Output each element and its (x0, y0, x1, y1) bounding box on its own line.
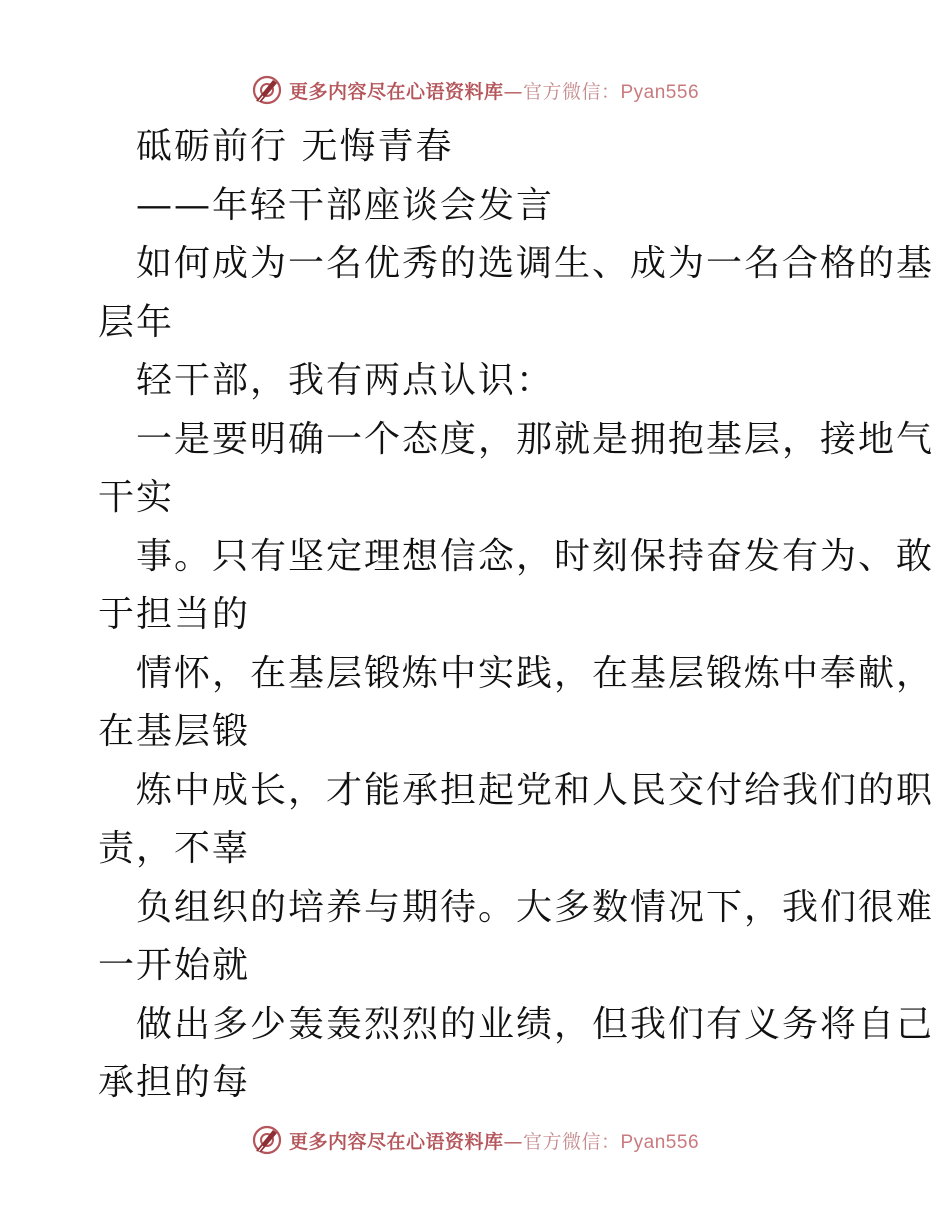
watermark-footer (0, 1120, 950, 1160)
watermark-suffix: 官方微信： (522, 1130, 621, 1153)
text-line: 事。只有坚定理想信念，时刻保持奋发有为、敢 (136, 535, 935, 577)
watermark-brand: 更多内容尽在心语资料库 (288, 1130, 504, 1153)
quill-logo-icon (251, 1124, 283, 1156)
watermark-suffix: 官方微信： (522, 80, 621, 103)
watermark-separator: — (503, 80, 523, 103)
text-line: ——年轻干部座谈会发言 (136, 184, 555, 226)
text-line: 一是要明确一个态度，那就是拥抱基层，接地气 (136, 418, 935, 460)
text-line: 于担当的 (98, 594, 251, 635)
watermark-brand: 更多内容尽在心语资料库 (288, 80, 504, 103)
watermark-separator: — (503, 1130, 523, 1153)
text-line: 砥砺前行 无悔青春 (136, 126, 454, 167)
text-line: 如何成为一名优秀的选调生、成为一名合格的基 (136, 243, 935, 284)
text-line: 轻干部，我有两点认识： (136, 360, 555, 401)
text-line: 做出多少轰轰烈烈的业绩，但我们有义务将自己 (136, 1003, 935, 1045)
text-line: 层年 (98, 301, 175, 343)
text-line: 情怀，在基层锻炼中实践，在基层锻炼中奉献， (136, 652, 935, 694)
text-line: 一开始就 (98, 945, 251, 986)
quill-logo-icon (251, 74, 283, 106)
document-body (98, 118, 935, 1113)
text-line: 炼中成长，才能承担起党和人民交付给我们的职 (136, 769, 935, 811)
text-line: 干实 (98, 477, 175, 518)
watermark-header (0, 70, 950, 110)
text-line: 责，不辜 (98, 828, 251, 869)
text-line: 负组织的培养与期待。大多数情况下，我们很难 (136, 886, 935, 928)
watermark-wechat-id: Pyan556 (620, 1131, 700, 1153)
text-line: 在基层锻 (98, 711, 251, 752)
text-line: 承担的每 (98, 1062, 251, 1103)
watermark-wechat-id: Pyan556 (620, 81, 700, 103)
